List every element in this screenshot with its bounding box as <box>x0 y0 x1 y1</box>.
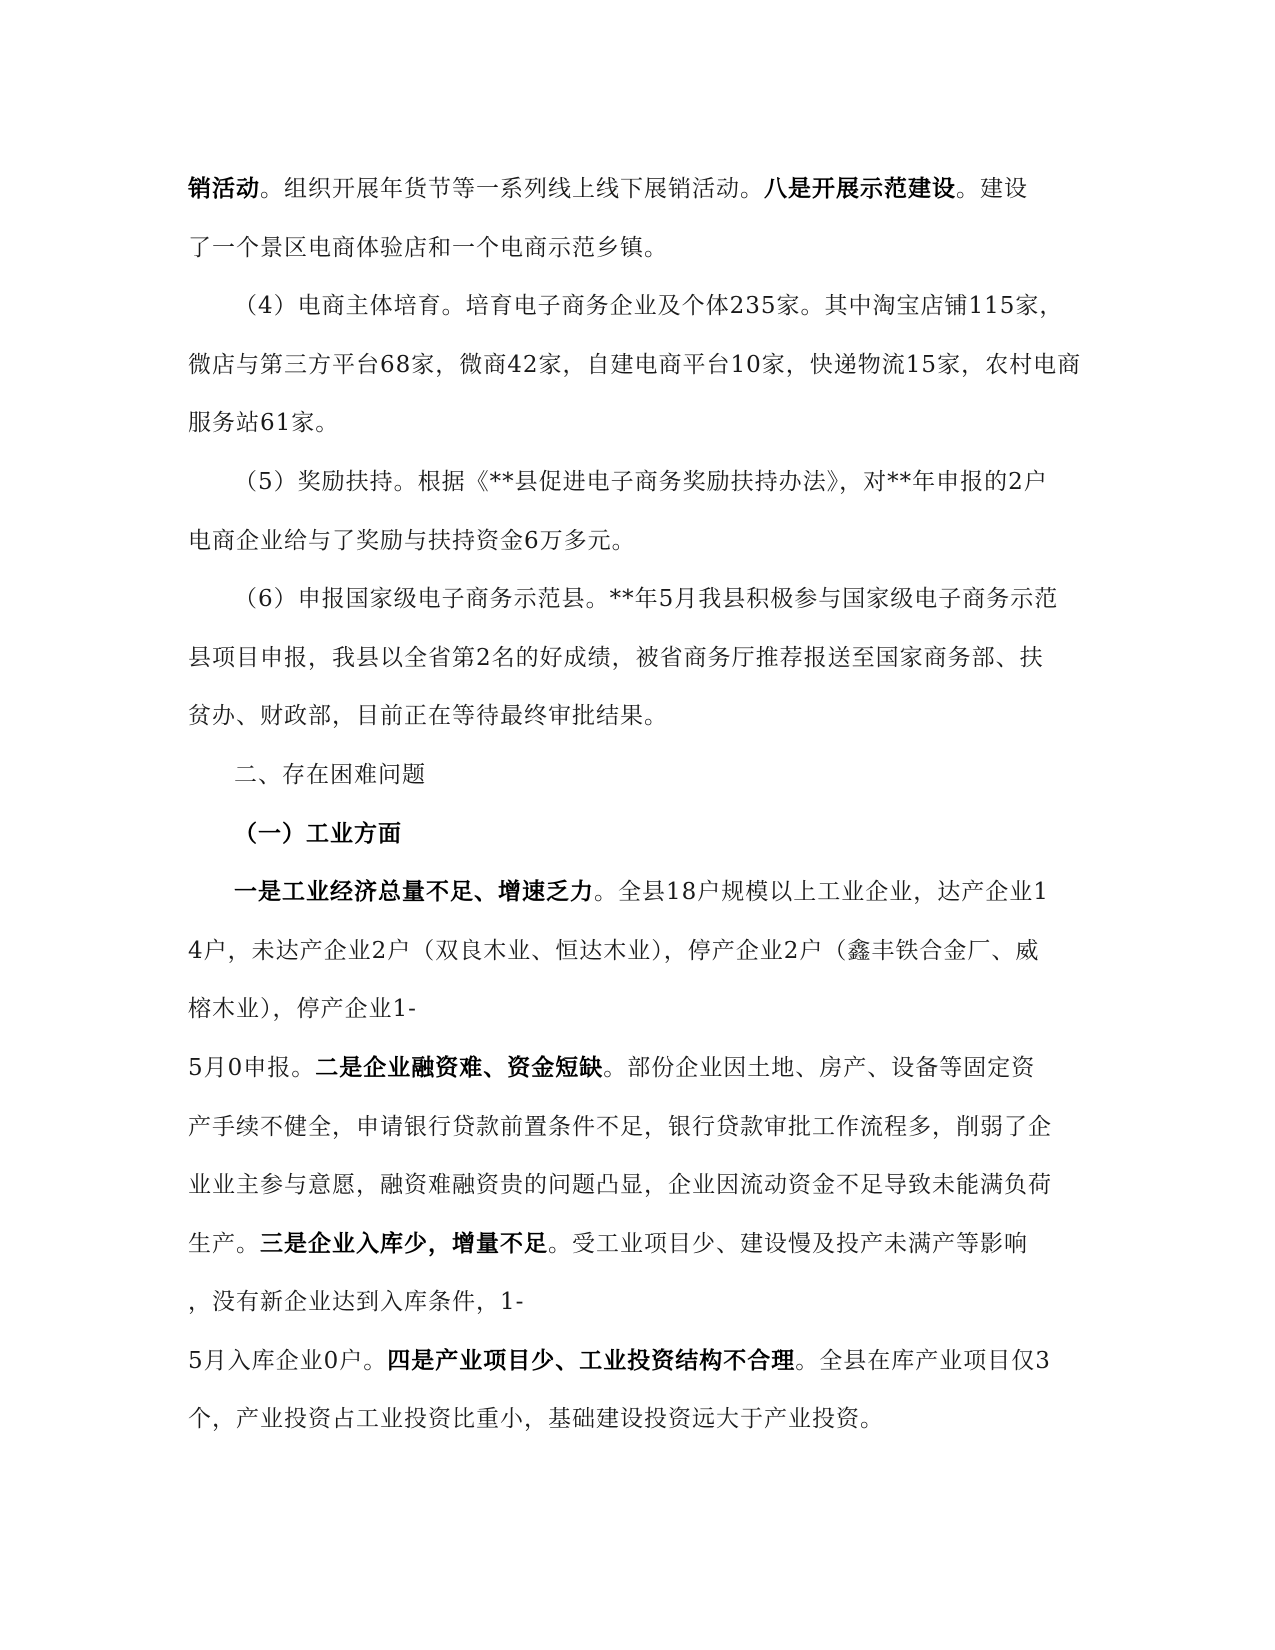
text-segment: 。部份企业因土地、房产、设备等固定资 <box>603 1054 1036 1081</box>
text-segment: 服务站61家。 <box>188 410 340 437</box>
document-page <box>188 160 1088 1449</box>
text-segment: ，没有新企业达到入库条件，1- <box>188 1289 525 1316</box>
text-line <box>188 922 1088 981</box>
text-segment: 了一个景区电商体验店和一个电商示范乡镇。 <box>188 234 668 261</box>
bold-text-segment: 二是企业融资难、资金短缺 <box>315 1053 604 1081</box>
text-segment: （6）申报国家级电子商务示范县。**年5月我县积极参与国家级电子商务示范 <box>234 586 1059 613</box>
text-line <box>188 1332 1088 1391</box>
text-segment: 个，产业投资占工业投资比重小，基础建设投资远大于产业投资。 <box>188 1406 884 1433</box>
text-segment: 业业主参与意愿，融资难融资贵的问题凸显，企业因流动资金不足导致未能满负荷 <box>188 1172 1052 1199</box>
text-segment: 电商企业给与了奖励与扶持资金6万多元。 <box>188 527 636 554</box>
text-segment: （4）电商主体培育。培育电子商务企业及个体235家。其中淘宝店铺115家， <box>234 293 1064 320</box>
text-line <box>188 277 1088 336</box>
text-line <box>188 570 1088 629</box>
text-line <box>188 1098 1088 1157</box>
text-segment: 5月0申报。 <box>188 1054 316 1081</box>
text-line <box>188 1156 1088 1215</box>
text-segment: 。全县18户规模以上工业企业，达产企业1 <box>594 879 1049 906</box>
text-line <box>188 1039 1088 1098</box>
text-line <box>188 1273 1088 1332</box>
text-line <box>188 687 1088 746</box>
text-segment: 产手续不健全，申请银行贷款前置条件不足，银行贷款审批工作流程多，削弱了企 <box>188 1113 1052 1140</box>
text-line <box>188 336 1088 395</box>
bold-text-segment: 三是企业入库少，增量不足 <box>260 1229 548 1257</box>
text-segment: 贫办、财政部，目前正在等待最终审批结果。 <box>188 703 668 730</box>
bold-text-segment: 一是工业经济总量不足、增速乏力 <box>234 878 594 906</box>
text-segment: 二、存在困难问题 <box>234 761 426 788</box>
text-segment: 微店与第三方平台68家，微商42家，自建电商平台10家，快递物流15家，农村电商 <box>188 351 1082 378</box>
bold-text-segment: （一）工业方面 <box>234 819 402 847</box>
text-segment: 4户，未达产企业2户（双良木业、恒达木业），停产企业2户（鑫丰铁合金厂、威 <box>188 937 1040 964</box>
text-line <box>188 629 1088 688</box>
text-line <box>188 863 1088 922</box>
text-line <box>188 394 1088 453</box>
text-line <box>188 805 1088 864</box>
text-line <box>188 1215 1088 1274</box>
text-line <box>188 980 1088 1039</box>
bold-text-segment: 四是产业项目少、工业投资结构不合理 <box>387 1346 796 1374</box>
text-line <box>188 453 1088 512</box>
text-segment: 。组织开展年货节等一系列线上线下展销活动。 <box>260 176 764 202</box>
text-line <box>188 160 1088 219</box>
text-segment: 。受工业项目少、建设慢及投产未满产等影响 <box>548 1230 1028 1257</box>
text-segment: （5）奖励扶持。根据《**县促进电子商务奖励扶持办法》，对**年申报的2户 <box>234 468 1048 495</box>
text-line <box>188 1390 1088 1449</box>
text-segment: 。全县在库产业项目仅3 <box>795 1347 1051 1374</box>
text-segment: 榕木业），停产企业1- <box>188 996 417 1023</box>
text-segment: 。建设 <box>956 176 1028 202</box>
bold-text-segment: 八是开展示范建设 <box>764 175 956 202</box>
text-segment: 生产。 <box>188 1230 260 1257</box>
text-segment: 县项目申报，我县以全省第2名的好成绩，被省商务厅推荐报送至国家商务部、扶 <box>188 644 1044 671</box>
text-line <box>188 746 1088 805</box>
text-line <box>188 219 1088 278</box>
bold-text-segment: 销活动 <box>188 175 260 202</box>
text-line <box>188 512 1088 571</box>
text-segment: 5月入库企业0户。 <box>188 1347 388 1374</box>
